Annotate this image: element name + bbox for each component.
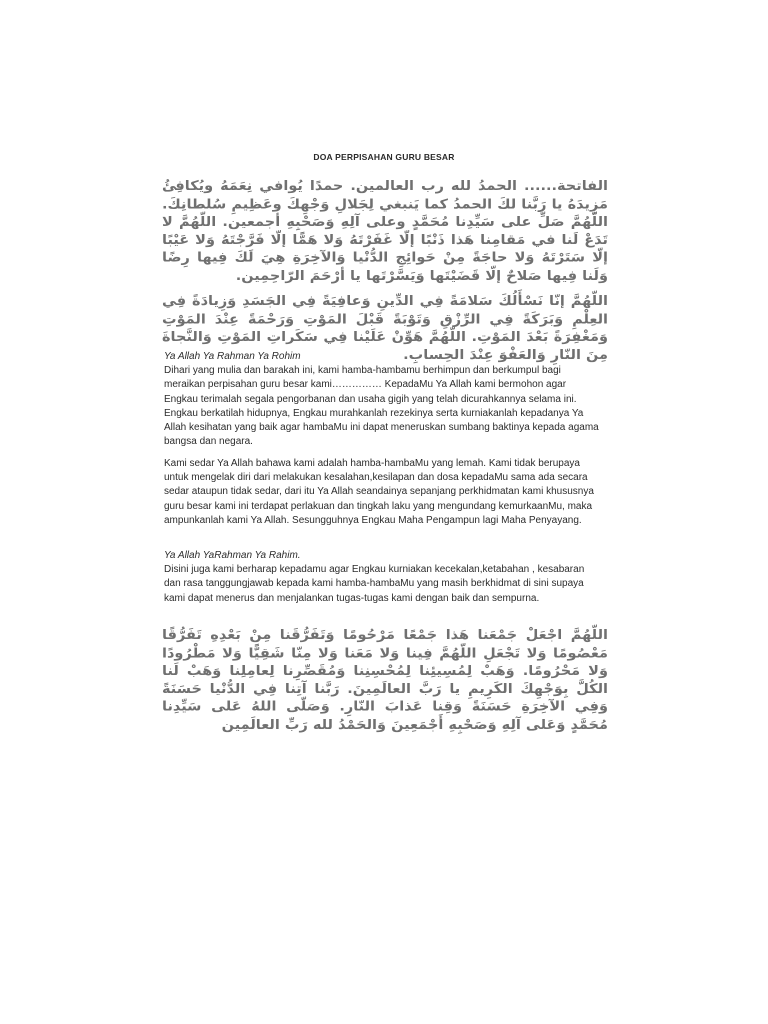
section-heading: Ya Allah YaRahman Ya Rahim. — [164, 550, 301, 561]
arabic-second-prayer: اللّهُمَّ إنّا نَسْأَلُكَ سَلامَةً فِي الدِّينِ وَعافِيَةً فِي الجَسَدِ وَزِيادَةً فِي العِلْمِ وَبَرَكَةً فِي الرِّزْقِ وَتَوْبَةً قَبْلَ المَوْتِ وَرَحْمَةً عِنْدَ المَوْتِ وَمَغْفِرَةً بَعْدَ المَوْتِ. اللّهُمَّ هَوِّنْ عَلَيْنا فِي سَكَراتِ المَوْتِ وَالنَّجاةَ مِنَ النّارِ وَالعَفْوَ عِنْدَ الحِسابِ. — [162, 293, 608, 363]
section-heading: Ya Allah Ya Rahman Ya Rohim — [164, 351, 301, 362]
section-body: Kami sedar Ya Allah bahawa kami adalah hamba-hambaMu yang lemah. Kami tidak berupaya untuk mengelak diri dari melakukan kesalahan,kesilapan dan dosa kepadaMu sama ada secara sedar ataupun tidak sedar, dari itu Ya Allah seandainya sepanjang perkhidmatan kami khususnya guru besar kami ini terdapat perlakuan dan tingkah laku yang mengundang kemurkaanMu, maka ampunkanlah kami Ya Allah. Sesungguhnya Engkau Maha Pengampun lagi Maha Penyayang. — [164, 458, 594, 526]
prayer-section-1 — [164, 350, 600, 449]
section-body: Dihari yang mulia dan barakah ini, kami hamba-hambamu berhimpun dan berkumpul bagi meraikan perpisahan guru besar kami…………… KepadaMu Ya Allah kami bermohon agar Engkau terimalah segala pengorbanan dan usaha gigih yang telah dicurahkannya selama ini. Engkau berkatilah hidupnya, Engkau murahkanlah rezekinya serta kurniakanlah kepadanya Ya Allah kesihatan yang baik agar hambaMu ini dapat meneruskan sumbang baktinya kepada agama bangsa dan negara. — [164, 365, 599, 448]
document-title: DOA PERPISAHAN GURU BESAR — [313, 152, 455, 162]
section-body: Disini juga kami berharap kepadamu agar Engkau kurniakan kecekalan,ketabahan , kesabaran dan rasa tanggungjawab kepada kami hamba-hambaMu yang masih berkhidmat di sini supaya kami dapat menerus dan menjalankan tugas-tugas kami dengan baik dan sempurna. — [164, 564, 585, 604]
prayer-section-3 — [164, 549, 600, 606]
prayer-section-2 — [164, 457, 600, 528]
arabic-opening-prayer: الفاتحة...... الحمدُ لله رب العالمين. حمدًا يُوافي نِعَمَهُ ويُكافِئُ مَزِيدَهُ يا رَبَّنا لكَ الحمدُ كما يَنبغي لِجَلالِ وَجْهِكَ وعَظِيمِ سُلطانِكَ. اللّهُمَّ صَلِّ على سَيِّدِنا مُحَمَّدٍ وعلى آلِهِ وَصَحْبِهِ أجمعين. اللّهُمَّ لا تَدَعْ لَنا في مَقامِنا هَذا ذَنْبًا إلّا غَفَرْتَهُ وَلا هَمًّا إلّا فَرَّجْتَهُ وَلا عَيْبًا إلّا سَتَرْتَهُ وَلا حاجَةً مِنْ حَوائِجِ الدُّنْيا وَالآخِرَةِ هِيَ لَكَ فِيها رِضًا وَلَنا فِيها صَلاحٌ إلّا قَضَيْتَها وَيَسَّرْتَها يا أرْحَمَ الرّاحِمِين. — [162, 178, 608, 284]
arabic-closing-prayer: اللّهُمَّ اجْعَلْ جَمْعَنا هَذا جَمْعًا مَرْحُومًا وَتَفَرُّقَنا مِنْ بَعْدِهِ تَفَرُّقًا مَعْصُومًا وَلا تَجْعَلِ اللّهُمَّ فِينا وَلا مَعَنا وَلا مِنّا شَقِيًّا وَلا مَطْرُودًا وَلا مَحْرُومًا. وَهَبْ لِمُسِيئِنا لِمُحْسِنِنا وَمُقَصِّرِنا لِعامِلِنا وَهَبْ لَنا الكُلَّ بِوَجْهِكَ الكَرِيمِ يا رَبَّ العالَمِينَ. رَبَّنا آتِنا فِي الدُّنْيا حَسَنَةً وَفِي الآخِرَةِ حَسَنَةً وَقِنا عَذابَ النّارِ. وَصَلّى اللهُ عَلى سَيِّدِنا مُحَمَّدٍ وَعَلى آلِهِ وَصَحْبِهِ أَجْمَعِينَ وَالحَمْدُ لله رَبِّ العالَمِين — [162, 627, 608, 733]
